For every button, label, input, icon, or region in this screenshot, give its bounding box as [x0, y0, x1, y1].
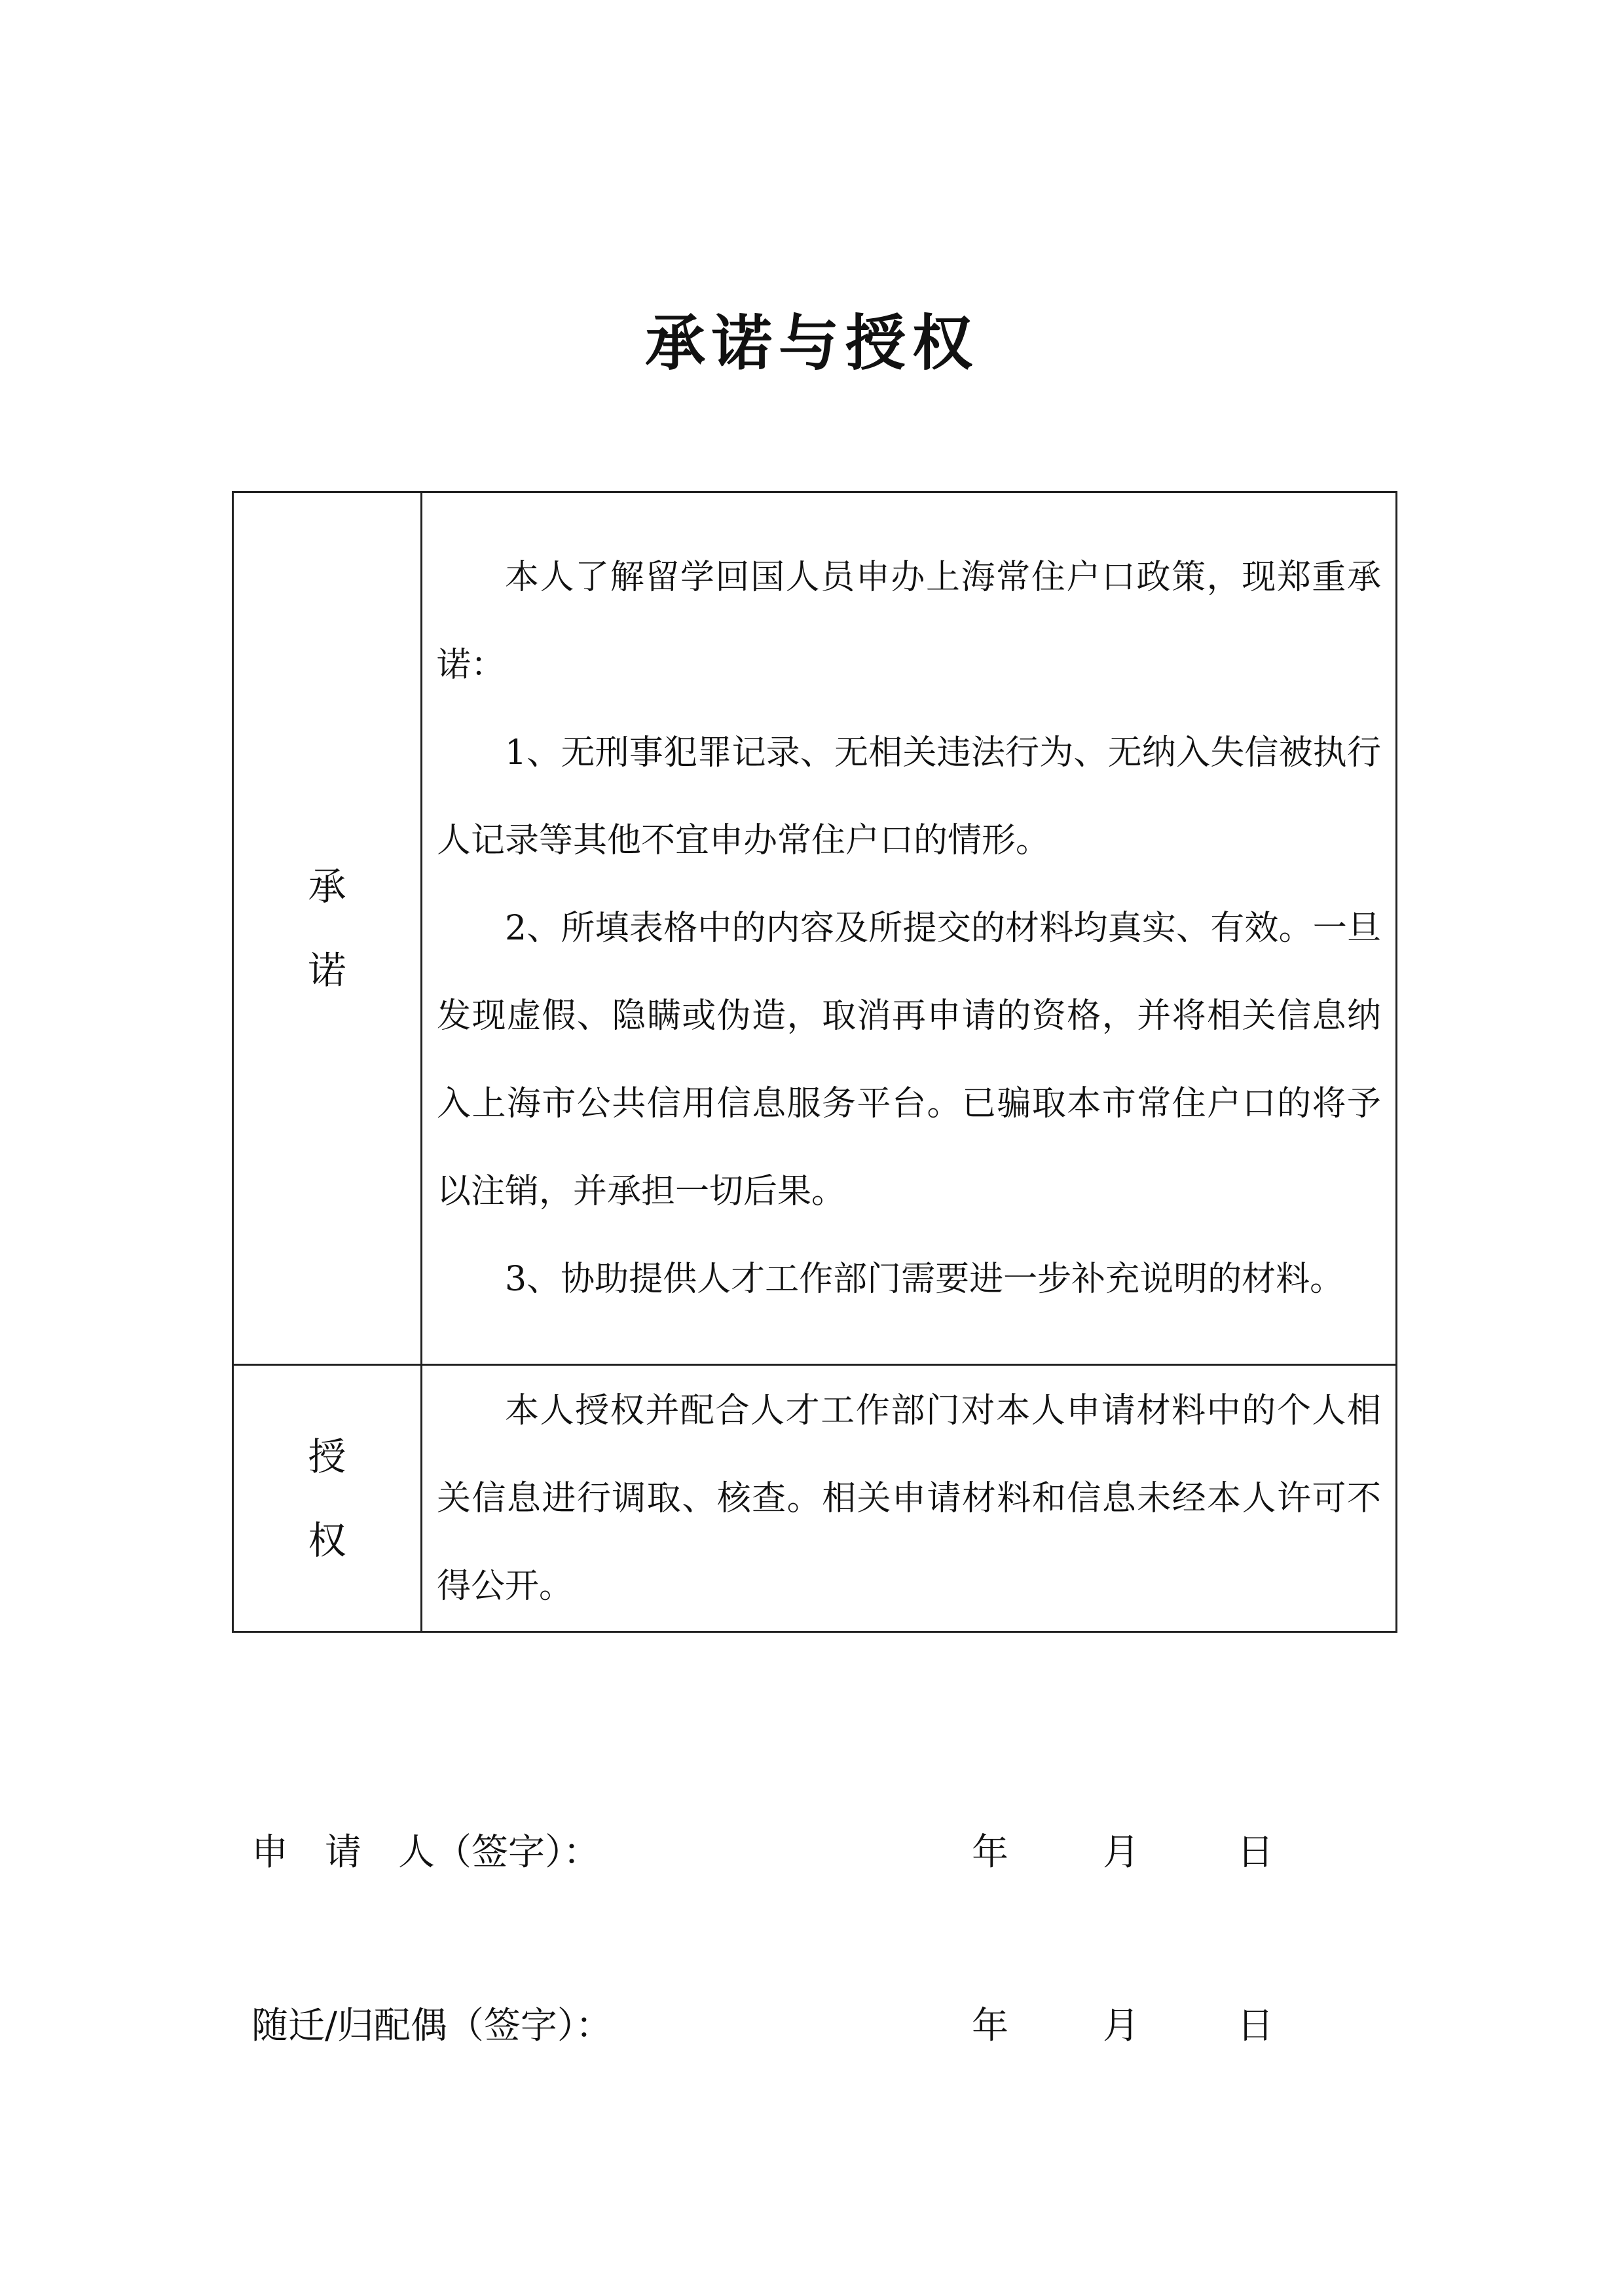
spouse-month-label: 月 — [1103, 2005, 1139, 2047]
pledge-label-char-2: 诺 — [308, 948, 346, 993]
pledge-item-3: 3、协助提供人才工作部门需要进一步补充说明的材料。 — [505, 1260, 1344, 1299]
pledge-item-2: 2、所填表格中的内容及所提交的材料均真实、有效。一旦发现虚假、隐瞒或伪造，取消再申请的资格，并将相关信息纳入上海市公共信用信息服务平台。已骗取本市常住户口的将予以注销，并承担一切后果。 — [437, 909, 1381, 1211]
pledge-item-1: 1、无刑事犯罪记录、无相关违法行为、无纳入失信被执行人记录等其他不宜申办常住户口的情形。 — [437, 733, 1381, 860]
pledge-intro: 本人了解留学回国人员申办上海常住户口政策，现郑重承诺： — [437, 558, 1381, 685]
pledge-content-cell — [422, 492, 1397, 1365]
spouse-signature-label: 随迁/归配偶（签字）： — [251, 2005, 612, 2047]
page-title: 承诺与授权 — [644, 308, 979, 378]
authorization-label-char-2: 权 — [308, 1518, 346, 1563]
pledge-authorization-table — [232, 491, 1397, 1633]
applicant-signature-label: 申 请 人（签字）： — [251, 1831, 600, 1874]
authorization-label-char-1: 授 — [308, 1434, 346, 1479]
applicant-month-label: 月 — [1103, 1831, 1139, 1874]
authorization-content-cell — [422, 1365, 1397, 1632]
spouse-signature-line — [251, 1987, 1365, 2066]
pledge-label-char-1: 承 — [308, 864, 346, 909]
pledge-row — [233, 492, 1397, 1365]
authorization-row — [233, 1365, 1397, 1632]
spouse-day-label: 日 — [1237, 2005, 1274, 2047]
applicant-signature-line — [251, 1813, 1365, 1892]
spouse-year-label: 年 — [972, 2005, 1008, 2047]
applicant-year-label: 年 — [972, 1831, 1008, 1874]
applicant-day-label: 日 — [1237, 1831, 1274, 1874]
authorization-text: 本人授权并配合人才工作部门对本人申请材料中的个人相关信息进行调取、核查。相关申请材料和信息未经本人许可不得公开。 — [437, 1391, 1381, 1606]
authorization-label-cell — [233, 1365, 422, 1632]
pledge-label-cell — [233, 492, 422, 1365]
